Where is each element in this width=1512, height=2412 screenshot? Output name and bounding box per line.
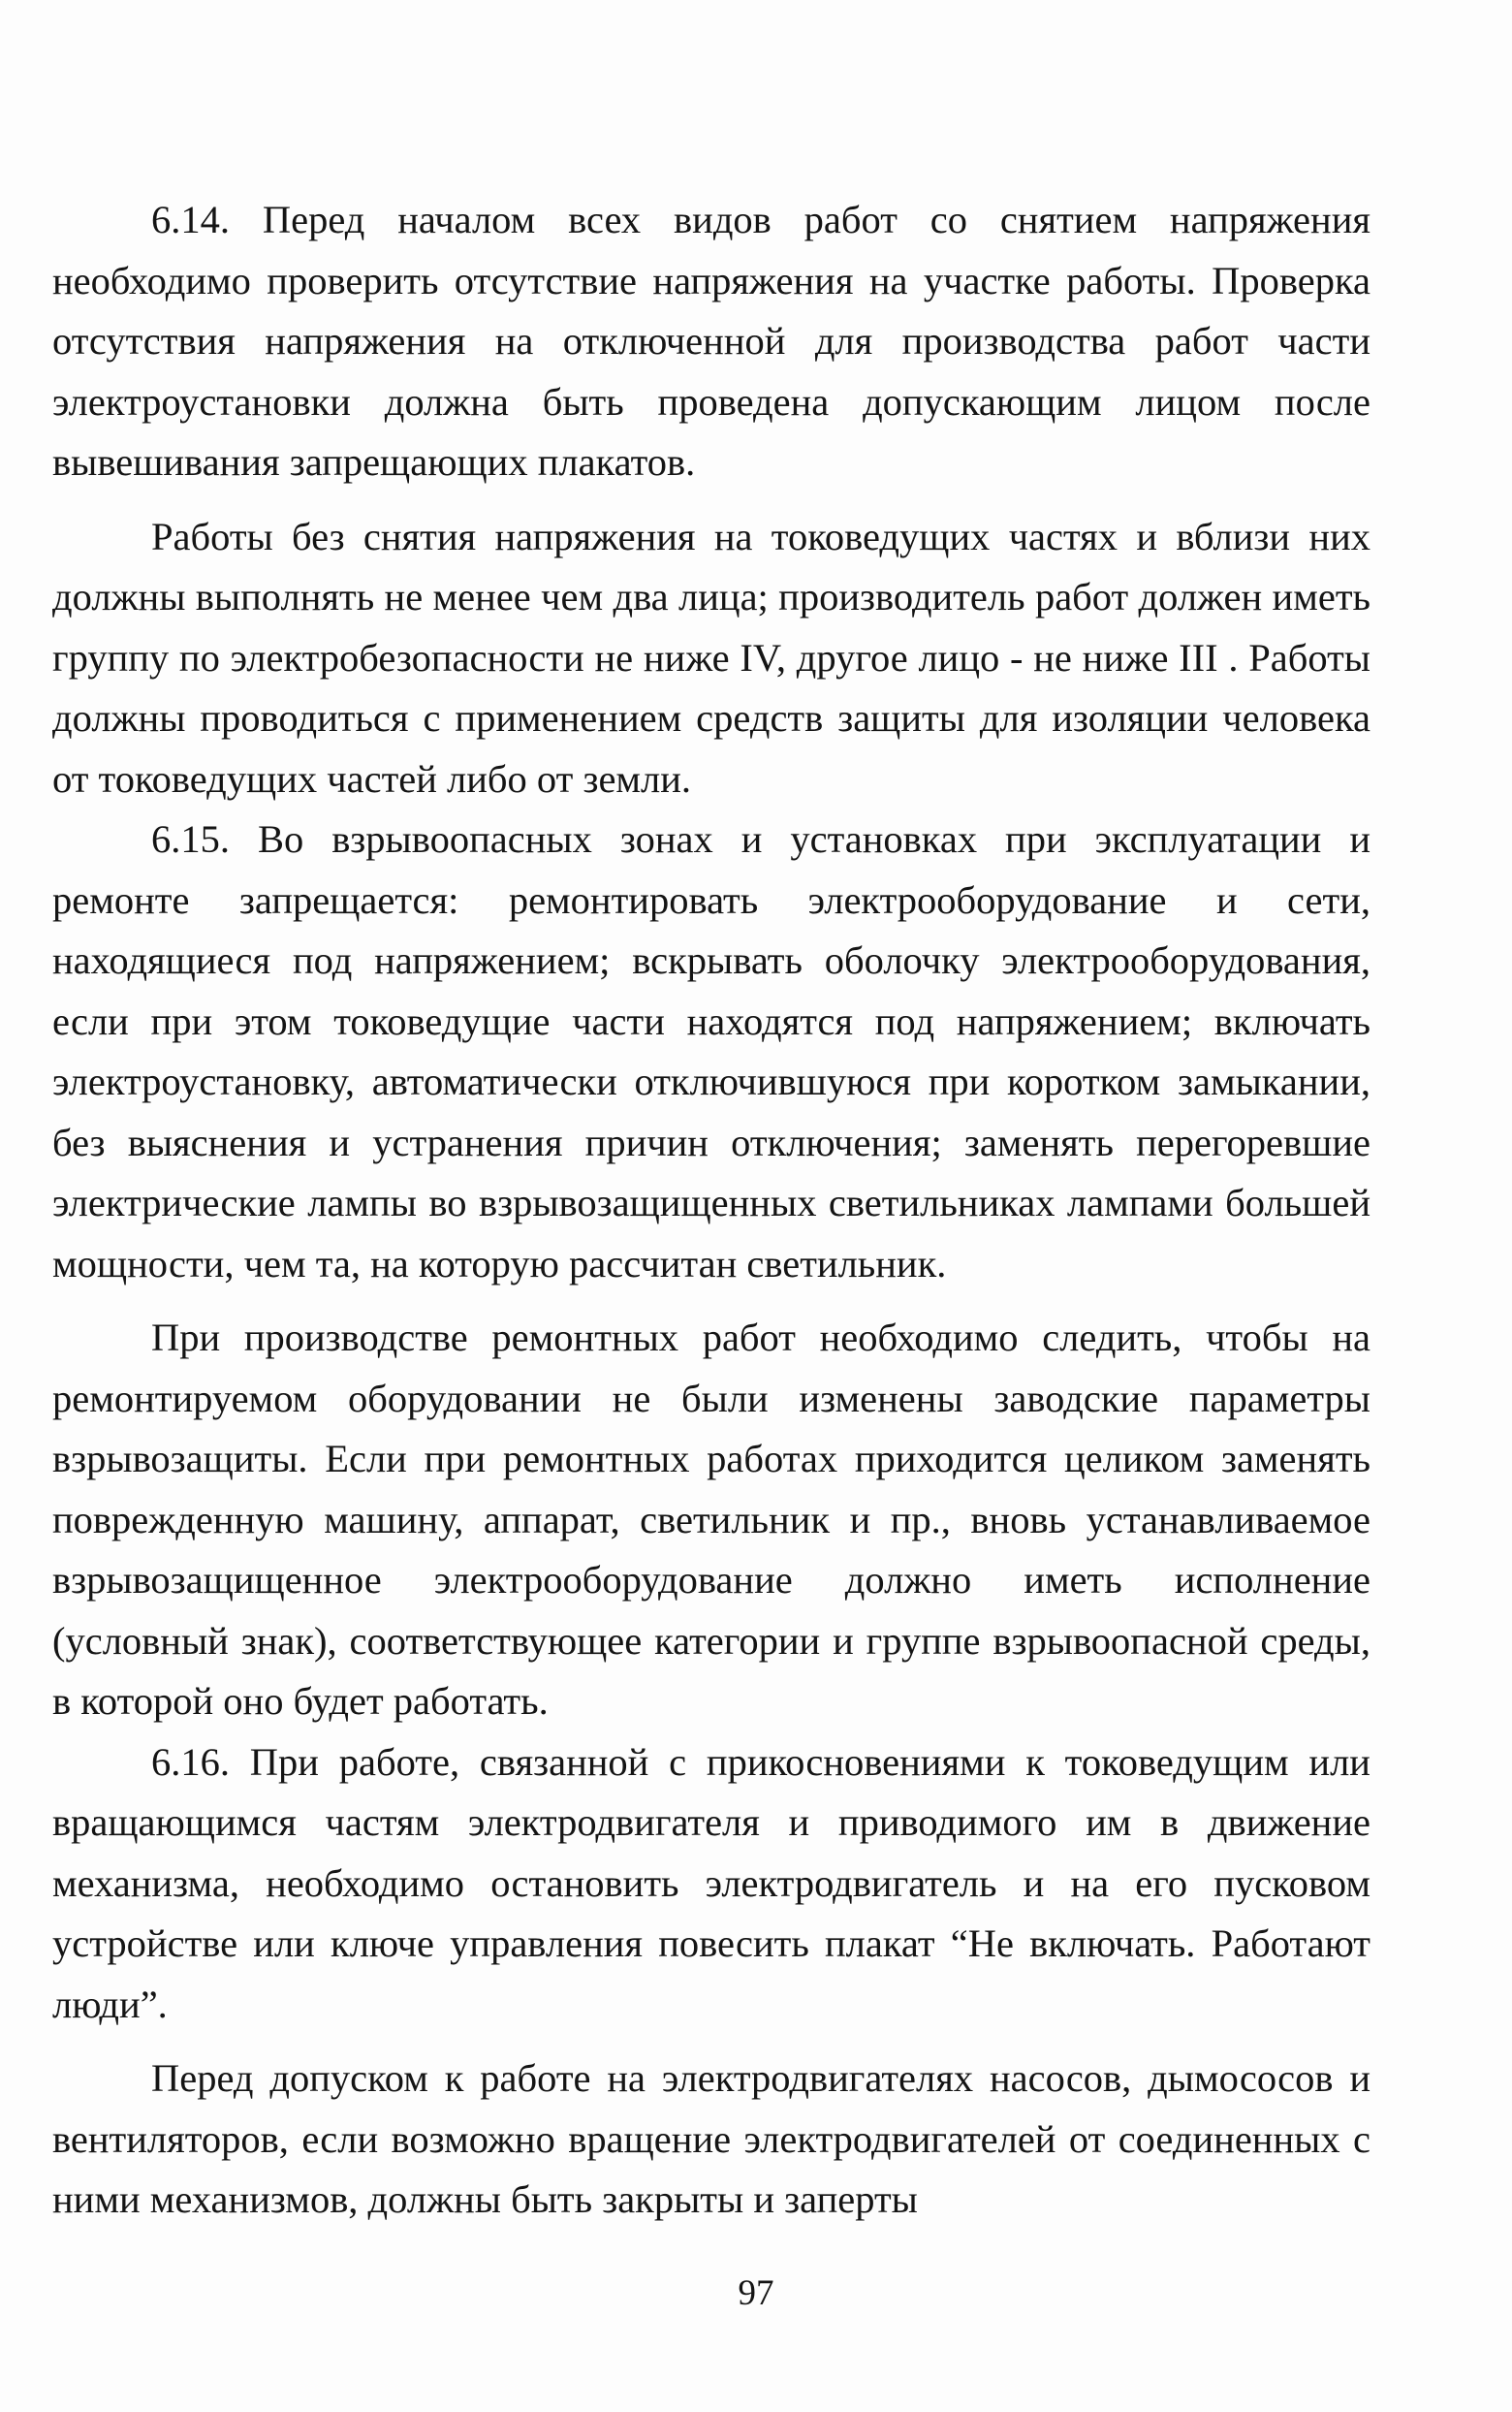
paragraph-6-14: 6.14. Перед началом всех видов работ со снятием напряжения необходимо проверить отсутствие напряжения на участке работы. Проверка отсутствия напряжения на отключенной для производства работ части электроустановки должна быть проведена допускающим лицом после вывешивания запрещающих плакатов. — [52, 198, 1370, 484]
page-number: 97 — [738, 2273, 774, 2313]
paragraph-6-15: 6.15. Во взрывоопасных зонах и установках при эксплуатации и ремонте запрещается: ремонтировать электрооборудование и сети, находящиеся под напряжением; вскрывать оболочку электрооборудования, если при этом токоведущие части находятся под напряжением; включать электроустановку, автоматически отключившуюся при коротком замыкании, без выяснения и устранения причин отключения; заменять перегоревшие электрические лампы во взрывозащищенных светильниках лампами большей мощности, чем та, на которую рассчитан светильник. — [52, 817, 1370, 1285]
paragraph-live-work: Работы без снятия напряжения на токоведущих частях и вблизи них должны выполнять не менее чем два лица; производитель работ должен иметь группу по электробезопасности не ниже IV, другое лицо - не ниже III . Работы должны проводиться с применением средств защиты для изоляции человека от токоведущих частей либо от земли. — [52, 514, 1370, 801]
paragraph-repair-explosion-protection: При производстве ремонтных работ необходимо следить, чтобы на ремонтируемом оборудовании не были изменены заводские параметры взрывозащиты. Если при ремонтных работах приходится целиком заменять поврежденную машину, аппарат, светильник и пр., вновь устанавливаемое взрывозащищенное электрооборудование должно иметь исполнение (условный знак), соответствующее категории и группе взрывоопасной среды, в которой оно будет работать. — [52, 1316, 1370, 1723]
paragraph-motor-admission: Перед допуском к работе на электродвигателях насосов, дымососов и вентиляторов, если возможно вращение электродвигателей от соединенных с ними механизмов, должны быть закрыты и заперты — [52, 2056, 1370, 2221]
paragraph-6-16: 6.16. При работе, связанной с прикосновениями к токоведущим или вращающимся частям электродвигателя и приводимого им в движение механизма, необходимо остановить электродвигатель и на его пусковом устройстве или ключе управления повесить плакат “Не включать. Работают люди”. — [52, 1739, 1370, 2026]
page-body-text — [52, 190, 1370, 2231]
